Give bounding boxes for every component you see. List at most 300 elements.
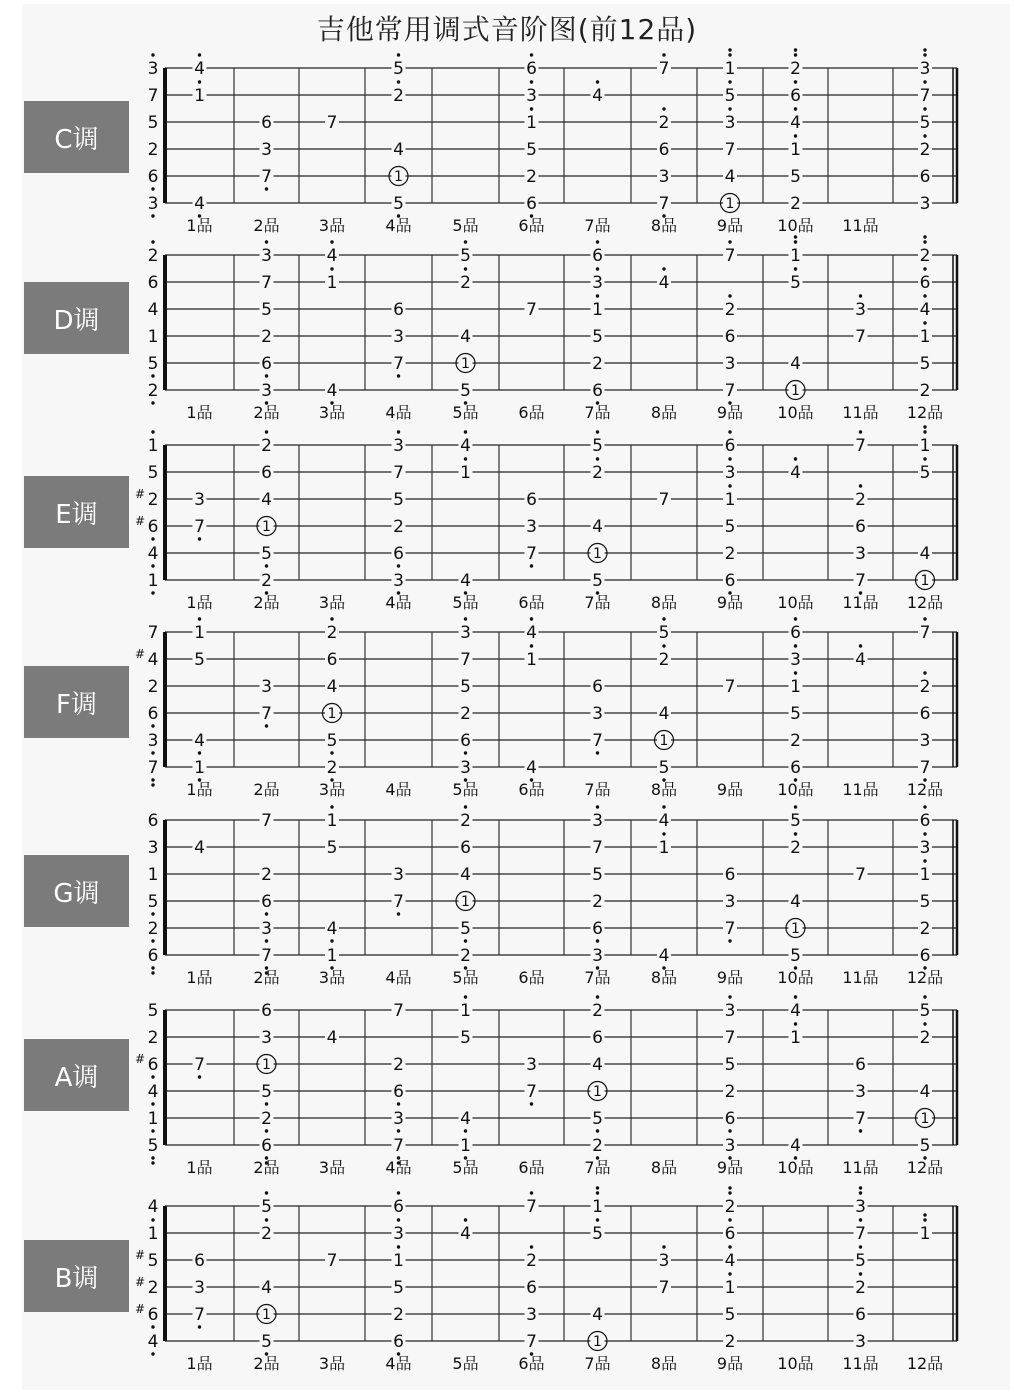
low-octave-dot [198,1325,201,1328]
nut [163,255,167,390]
note-label: 5 [526,140,537,160]
fret-number-label: 8品 [650,403,678,422]
note-label: 1 [461,356,470,372]
low-octave-dot [530,1102,533,1105]
low-octave-dot [464,1129,467,1132]
high-octave-dot [859,1186,862,1189]
fret-note [392,516,406,537]
note-label: 2 [919,919,931,939]
fret-note [657,139,671,160]
key-label: C调 [24,101,129,173]
note-label: 5 [460,1028,471,1048]
fret-note [193,837,207,858]
note-label: 6 [592,381,603,401]
note-label: 4 [326,919,338,939]
note-label: 4 [147,1082,159,1102]
high-octave-dot [794,995,797,998]
fret-note [392,1304,406,1325]
note-label: 1 [790,1028,801,1048]
open-string-note [135,1302,160,1329]
fret-note [591,267,605,293]
fret-number-label: 5品 [452,1354,479,1373]
fret-note [325,837,339,858]
note-label: 4 [147,650,159,670]
fret-note [392,570,406,595]
fret-note [325,1250,339,1271]
high-octave-dot [728,1245,731,1248]
fret-note [193,1054,207,1079]
fret-note [657,1245,671,1271]
fret-note [260,1081,274,1106]
note-label: 5 [326,731,338,751]
high-octave-dot [662,107,665,110]
fret-note [591,945,605,970]
key-label: B调 [24,1240,129,1312]
high-octave-dot [728,484,731,487]
fret-note [723,166,737,187]
fret-note [459,570,473,595]
note-label: 6 [919,273,931,293]
note-label: 4 [147,1332,159,1352]
fret-note [789,353,803,374]
fret-number-label: 4品 [385,1354,412,1373]
high-octave-dot [794,107,797,110]
note-label: 3 [393,571,404,591]
note-label: 7 [855,436,866,456]
high-octave-dot [794,134,797,137]
note-label: 2 [460,811,471,831]
high-octave-dot [662,267,665,270]
sharp-sign: # [134,1052,146,1066]
fret-note [723,240,737,266]
low-octave-dot [151,778,154,781]
note-label: 5 [393,59,404,79]
fret-number-label: 9品 [716,1158,744,1177]
fret-note [918,457,932,483]
fret-note [193,53,207,79]
fret-note [392,462,406,483]
fret-note [723,995,737,1021]
nut [163,1206,167,1341]
note-label: 5 [194,650,205,670]
fretboard [146,48,957,235]
note-label: 6 [261,463,272,483]
note-label: 2 [724,1197,736,1217]
high-octave-dot [923,832,926,835]
note-label: 3 [592,704,603,724]
fret-note [260,543,274,568]
low-octave-dot [265,564,268,567]
low-octave-dot [151,374,154,377]
note-label: 3 [147,194,159,214]
high-octave-dot [794,235,797,238]
fret-number-label: 11品 [842,403,879,422]
fret-note [525,1331,539,1356]
note-label: 5 [460,246,471,266]
note-label: 3 [592,273,603,293]
high-octave-dot [923,430,926,433]
low-octave-dot [397,1102,400,1105]
fret-note [392,891,406,916]
low-octave-dot [596,751,599,754]
fret-note [260,891,274,916]
note-label: 1 [327,706,337,722]
note-label: 3 [147,59,159,79]
fret-note [723,676,737,697]
note-label: 2 [147,490,159,510]
fret-note [723,1245,737,1271]
fret-number-label: 3品 [318,968,346,987]
open-string-note [146,272,160,293]
fret-note [723,326,737,347]
high-octave-dot [596,995,599,998]
fret-note [525,53,539,79]
fret-note [193,1304,207,1329]
open-string-note [146,112,160,133]
fret-note [723,891,737,912]
fret-note [459,703,473,724]
fret-note [789,1135,803,1160]
fret-note [525,757,539,782]
fret-number-label: 1品 [186,216,213,235]
high-octave-dot [397,1191,400,1194]
note-label: 3 [261,381,272,401]
high-octave-dot [530,80,533,83]
note-label: 3 [724,463,736,483]
fret-note [723,516,737,537]
low-octave-dot [151,724,154,727]
note-label: 7 [855,1224,866,1244]
fret-note [723,1108,737,1133]
note-label: 7 [526,1332,537,1352]
fret-note [260,1000,274,1021]
note-label: 5 [592,327,603,347]
fret-note [657,832,671,858]
note-label: 2 [855,490,866,510]
note-label: 6 [393,1082,404,1102]
high-octave-dot [794,617,797,620]
note-label: 6 [724,571,736,591]
note-label: 1 [262,1307,271,1323]
high-octave-dot [794,1022,797,1025]
note-label: 3 [194,1278,205,1298]
high-octave-dot [464,995,467,998]
fret-note [591,891,605,912]
high-octave-dot [265,1218,268,1221]
note-label: 1 [526,650,537,670]
fret-note [789,267,803,293]
fret-note [723,48,737,79]
fret-note [786,918,805,938]
fret-note [657,757,671,782]
note-label: 2 [724,1332,736,1352]
note-label: 2 [919,246,931,266]
fret-note [789,730,803,751]
note-label: 7 [526,300,537,320]
open-string-note [135,647,160,670]
fret-note [789,832,803,858]
fret-note [325,730,339,755]
fret-note [918,48,932,79]
fret-note [789,48,803,79]
fret-note [459,757,473,782]
note-label: 2 [658,113,670,133]
note-label: 1 [658,838,670,858]
high-octave-dot [728,53,731,56]
fret-number-label: 1品 [186,968,213,987]
fret-note [392,1277,406,1298]
note-label: 2 [919,677,931,697]
note-label: 2 [261,327,272,347]
open-string-note [146,1331,160,1356]
note-label: 3 [261,1028,272,1048]
fret-note [323,703,342,723]
fret-note [392,1054,406,1075]
fret-note [193,516,207,541]
high-octave-dot [464,1218,467,1221]
high-octave-dot [596,240,599,243]
fret-note [193,80,207,106]
note-label: 6 [919,167,931,187]
note-label: 1 [919,327,931,347]
note-label: 4 [261,490,272,510]
fret-note [918,703,932,724]
note-label: 1 [460,1001,471,1021]
fret-number-label: 8品 [650,593,678,612]
fret-note [456,891,475,911]
note-label: 7 [658,490,670,510]
note-label: 2 [326,758,338,778]
fret-note [325,805,339,831]
note-label: 6 [261,892,272,912]
fret-note [591,805,605,831]
fret-note [459,945,473,970]
fret-note [591,457,605,483]
open-string-note [146,166,160,191]
note-label: 5 [261,300,272,320]
fret-note [260,353,274,378]
note-label: 5 [147,113,159,133]
note-label: 1 [194,86,205,106]
fret-note [525,1054,539,1075]
note-label: 1 [326,811,338,831]
note-label: 1 [659,733,669,749]
note-label: 6 [393,544,404,564]
note-label: 5 [147,1251,159,1271]
note-label: 1 [593,546,602,562]
low-octave-dot [265,939,268,942]
note-label: 7 [592,731,603,751]
low-octave-dot [198,1075,201,1078]
high-octave-dot [923,48,926,51]
note-label: 1 [920,573,930,589]
fret-note [789,166,803,187]
note-label: 3 [393,1109,404,1129]
fret-note [588,1081,607,1101]
fret-note [591,430,605,456]
fret-note [789,1022,803,1048]
fret-note [459,380,473,405]
fret-number-label: 5品 [452,780,479,799]
fret-note [260,462,274,483]
fret-number-label: 5品 [452,1158,479,1177]
high-octave-dot [530,617,533,620]
high-octave-dot [923,425,926,428]
note-label: 6 [592,677,603,697]
fret-note [525,139,539,160]
note-label: 6 [855,1055,866,1075]
open-string-note [146,240,160,266]
note-label: 6 [261,113,272,133]
fret-note [918,671,932,697]
open-string-note [146,193,160,218]
open-string-note [146,810,160,831]
fret-note [193,1277,207,1298]
note-label: 6 [919,946,931,966]
fret-number-label: 3品 [318,216,346,235]
fret-note [392,139,406,160]
fret-note [591,240,605,266]
fret-note [260,1191,274,1217]
note-label: 2 [147,677,159,697]
note-label: 4 [919,1082,931,1102]
fret-note [193,730,207,755]
note-label: 2 [592,463,603,483]
low-octave-dot [151,971,154,974]
fret-note [789,757,803,782]
fret-number-label: 7品 [584,968,611,987]
note-label: 6 [147,517,159,537]
open-string-note [146,1000,160,1021]
fret-note [193,617,207,643]
note-label: 7 [194,1305,205,1325]
note-label: 4 [147,544,159,564]
fret-number-label: 4品 [385,968,412,987]
fret-note [525,516,539,537]
high-octave-dot [464,805,467,808]
fret-number-label: 6品 [518,968,545,987]
high-octave-dot [330,240,333,243]
open-string-note [146,1108,160,1133]
note-label: 1 [593,1334,602,1350]
fret-note [918,267,932,293]
note-label: 6 [194,1251,205,1271]
high-octave-dot [464,457,467,460]
fret-note [657,617,671,643]
note-label: 3 [592,946,603,966]
fret-note [260,272,274,293]
fret-note [392,430,406,456]
open-string-note [146,543,160,568]
note-label: 2 [147,381,159,401]
note-label: 4 [592,517,603,537]
note-label: 6 [724,436,736,456]
high-octave-dot [859,484,862,487]
high-octave-dot [464,267,467,270]
note-label: 3 [592,811,603,831]
note-label: 4 [790,1001,801,1021]
open-string-note [146,299,160,320]
note-label: 3 [724,892,736,912]
fret-note [392,299,406,320]
fret-note [918,380,932,401]
fret-note [459,1218,473,1244]
note-label: 4 [790,354,801,374]
note-label: 7 [326,1251,338,1271]
high-octave-dot [596,267,599,270]
fret-note [260,139,274,160]
note-label: 1 [394,169,403,185]
high-octave-dot [397,430,400,433]
note-label: 3 [526,86,537,106]
open-string-note [146,53,160,79]
fret-note [525,193,539,218]
fret-number-label: 6品 [518,403,545,422]
fret-number-label: 9品 [716,780,744,799]
low-octave-dot [151,187,154,190]
open-string-note [146,462,160,483]
fret-note [591,294,605,320]
nut [163,68,167,203]
fret-number-label: 7品 [584,403,611,422]
fret-note [723,380,737,405]
fret-note [260,1218,274,1244]
note-label: 1 [194,758,205,778]
low-octave-dot [530,564,533,567]
fret-note [459,240,473,266]
note-label: 7 [919,86,931,106]
note-label: 4 [460,1224,471,1244]
fret-note [459,805,473,831]
note-label: 4 [460,865,471,885]
note-label: 4 [194,838,205,858]
fret-note [257,516,276,536]
open-string-note [146,730,160,755]
note-label: 2 [919,140,931,160]
note-label: 6 [526,490,537,510]
high-octave-dot [530,1191,533,1194]
fret-note [260,166,274,191]
fret-note [260,326,274,347]
sharp-sign: # [134,1248,146,1262]
fret-number-label: 3品 [318,780,346,799]
note-label: 5 [855,1251,866,1271]
note-label: 7 [724,246,736,266]
low-octave-dot [397,912,400,915]
note-label: 1 [791,921,800,937]
high-octave-dot [330,617,333,620]
note-label: 5 [147,463,159,483]
open-string-note [146,1081,160,1106]
high-octave-dot [728,430,731,433]
note-label: 3 [919,59,931,79]
high-octave-dot [330,805,333,808]
fret-note [918,235,932,266]
open-string-note [135,487,160,510]
fret-note [392,1245,406,1271]
fret-note [854,430,868,456]
note-label: 3 [460,758,471,778]
fret-note [918,730,932,751]
fret-note [789,617,803,643]
fret-number-label: 4品 [385,1158,412,1177]
low-octave-dot [151,912,154,915]
fret-number-label: 9品 [716,403,744,422]
note-label: 5 [790,273,801,293]
note-label: 5 [919,113,931,133]
key-label: E调 [24,476,129,548]
high-octave-dot [596,1191,599,1194]
